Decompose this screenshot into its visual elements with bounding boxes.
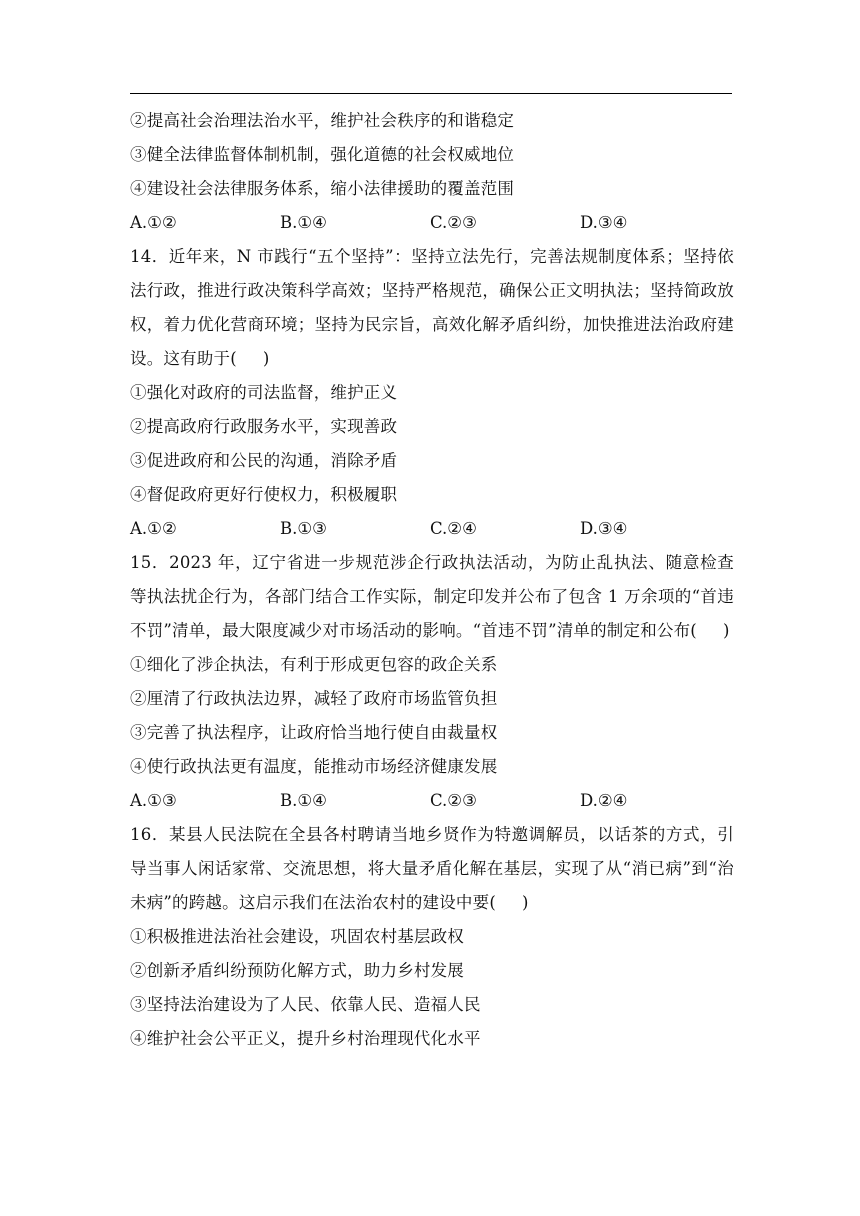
q16-stem-close: ) (521, 893, 529, 912)
q13-item-3: ③健全法律监督体制机制，强化道德的社会权威地位 (130, 145, 515, 164)
q14-item-4: ④督促政府更好行使权力，积极履职 (130, 485, 398, 504)
q14-stem (130, 240, 734, 376)
q14-item-1: ①强化对政府的司法监督，维护正义 (130, 383, 398, 402)
q16-stem-text: 16．某县人民法院在全县各村聘请当地乡贤作为特邀调解员，以话茶的方式，引导当事人闲话家常、交流思想，将大量矛盾化解在基层，实现了从“消已病”到“治未病”的跨越。这启示我们在法治农村的建设中要( (130, 825, 734, 912)
document-body (130, 104, 734, 1056)
q16-stem (130, 818, 734, 920)
q14-option-c[interactable]: C.②④ (430, 519, 477, 538)
header-rule (130, 93, 732, 94)
q13-option-d[interactable]: D.③④ (580, 213, 628, 232)
q15-option-a[interactable]: A.①③ (130, 791, 177, 810)
q13-option-c[interactable]: C.②③ (430, 213, 477, 232)
q15-stem (130, 546, 734, 648)
q13-option-b[interactable]: B.①④ (280, 213, 327, 232)
q14-options (130, 512, 734, 546)
q13-item-4: ④建设社会法律服务体系，缩小法律援助的覆盖范围 (130, 179, 515, 198)
question-15 (130, 546, 734, 818)
q13-option-a[interactable]: A.①② (130, 213, 177, 232)
q14-option-a[interactable]: A.①② (130, 519, 177, 538)
q15-option-d[interactable]: D.②④ (580, 791, 628, 810)
question-16 (130, 818, 734, 1056)
q16-item-3: ③坚持法治建设为了人民、依靠人民、造福人民 (130, 995, 481, 1014)
q14-stem-text: 14．近年来，N 市践行“五个坚持”：坚持立法先行，完善法规制度体系；坚持依法行政，推进行政决策科学高效；坚持严格规范，确保公正文明执法；坚持简政放权，着力优化营商环境；坚持为民宗旨，高效化解矛盾纠纷，加快推进法治政府建设。这有助于( (130, 247, 734, 368)
q14-item-2: ②提高政府行政服务水平，实现善政 (130, 417, 398, 436)
q14-stem-close: ) (262, 349, 270, 368)
q15-item-1: ①细化了涉企执法，有利于形成更包容的政企关系 (130, 655, 498, 674)
q15-option-c[interactable]: C.②③ (430, 791, 477, 810)
q15-option-b[interactable]: B.①④ (280, 791, 327, 810)
q16-item-1: ①积极推进法治社会建设，巩固农村基层政权 (130, 927, 464, 946)
q13-item-2: ②提高社会治理法治水平，维护社会秩序的和谐稳定 (130, 111, 515, 130)
q15-options (130, 784, 734, 818)
q14-option-b[interactable]: B.①③ (280, 519, 327, 538)
q15-stem-close: ) (722, 621, 730, 640)
q13-options (130, 206, 734, 240)
question-13-tail (130, 104, 734, 240)
q15-item-2: ②厘清了行政执法边界，减轻了政府市场监管负担 (130, 689, 498, 708)
q15-item-4: ④使行政执法更有温度，能推动市场经济健康发展 (130, 757, 498, 776)
q16-item-2: ②创新矛盾纠纷预防化解方式，助力乡村发展 (130, 961, 464, 980)
q14-item-3: ③促进政府和公民的沟通，消除矛盾 (130, 451, 398, 470)
q15-stem-text: 15．2023 年，辽宁省进一步规范涉企行政执法活动，为防止乱执法、随意检查等执法扰企行为，各部门结合工作实际，制定印发并公布了包含 1 万余项的“首违不罚”清单，最大限度减少对市场活动的影响。“首违不罚”清单的制定和公布( (130, 553, 734, 640)
question-14 (130, 240, 734, 546)
q16-item-4: ④维护社会公平正义，提升乡村治理现代化水平 (130, 1029, 481, 1048)
q15-item-3: ③完善了执法程序，让政府恰当地行使自由裁量权 (130, 723, 498, 742)
q14-option-d[interactable]: D.③④ (580, 519, 628, 538)
